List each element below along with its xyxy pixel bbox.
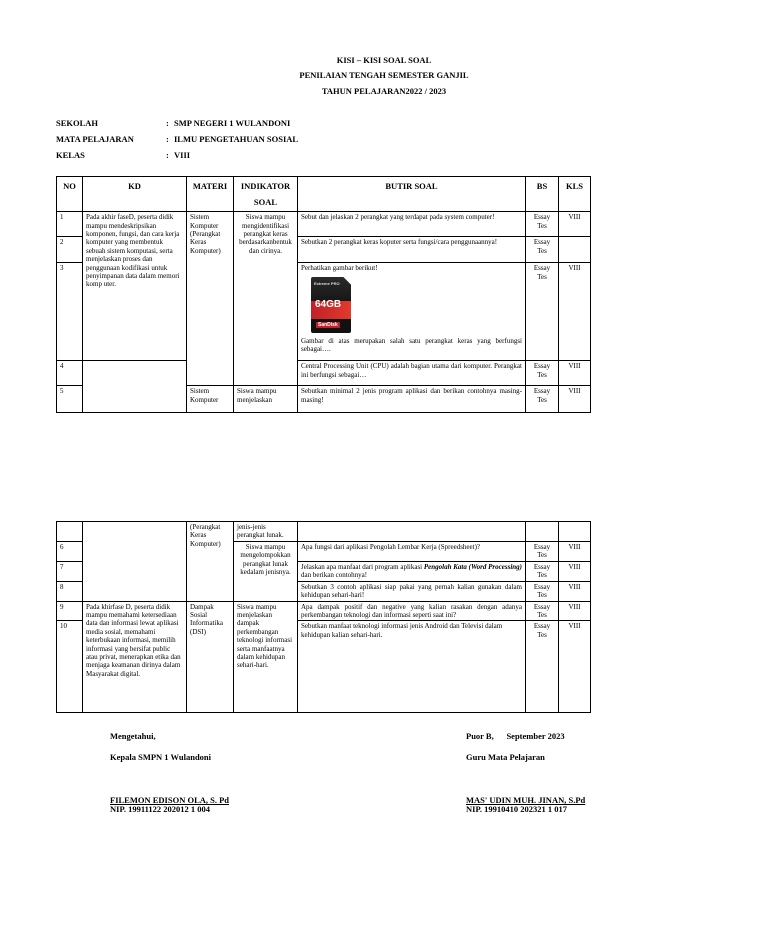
butir-soal: Central Processing Unit (CPU) adalah bagian utama dari komputer. Perangkat ini berfungsi sebagai… <box>298 361 526 386</box>
sig-right-role: Guru Mata Pelajaran <box>466 752 545 762</box>
row-no: 4 <box>57 361 83 386</box>
soal-instruction: Perhatikan gambar berikut! <box>301 264 378 273</box>
table-row <box>57 212 591 237</box>
kls-cell: VIII <box>559 601 591 621</box>
indikator-cell: jenis-jenis perangkat lunak. <box>234 522 298 542</box>
kls-cell: VIII <box>559 561 591 581</box>
row-no: 10 <box>57 621 83 713</box>
kls-cell: VIII <box>559 621 591 713</box>
indikator-cell: Siswa mampu menjelaskan <box>234 386 298 413</box>
sig-left-label: Mengetahui, <box>110 731 156 741</box>
col-kls-header: KLS <box>559 177 591 212</box>
kls-cell: VIII <box>559 386 591 413</box>
table-header-row <box>57 177 591 212</box>
materi-cell: Dampak Sosial Informatika (DSI) <box>187 601 234 713</box>
kisi-table-page-2 <box>56 521 591 713</box>
row-no-empty <box>57 522 83 542</box>
doc-title-line-3: TAHUN PELAJARAN2022 / 2023 <box>321 86 447 96</box>
sd-card-image <box>311 277 351 333</box>
sig-left-nip: NIP. 19911122 202012 1 004 <box>110 804 211 814</box>
materi-cell: Sistem Komputer <box>187 386 234 413</box>
butir-soal: Apa fungsi dari aplikasi Pengolah Lembar Kerja (Spreedsheet)? <box>298 541 526 561</box>
col-no-header: NO <box>57 177 83 212</box>
info-class: KELAS : VIII <box>56 150 191 160</box>
bs-cell: Essay Tes <box>526 386 559 413</box>
materi-cell: (Perangkat Keras Komputer) <box>187 522 234 602</box>
butir-soal: Sebutkan manfaat teknologi informasi jenis Android dan Televisi dalam kehidupan kalian sehari-hari. <box>298 621 526 713</box>
kd-cell: Pada akhir faseD, peserta didik mampu mendeskripsikan komponen, fungsi, dan cara kerja komputer yang membentuk sebuah sistem komputasi, serta menjelaskan proses dan penggunaan kodifikasi untuk penyimpanan data dalam memori komp uter. <box>83 212 187 361</box>
bs-cell: Essay Tes <box>526 263 559 361</box>
butir-soal: Apa dampak positif dan negative yang kalian rasakan dengan adanya perkembangan teknologi dan informasi seperti saat ini? <box>298 601 526 621</box>
butir-soal: Sebut dan jelaskan 2 perangkat yang terdapat pada system computer! <box>298 212 526 237</box>
row-no: 6 <box>57 541 83 561</box>
soal-text: Jelaskan apa manfaat dari program aplikasi <box>301 562 424 571</box>
sd-card-notch <box>343 277 351 285</box>
sig-right-name: MAS' UDIN MUH. JINAN, S.Pd <box>466 795 586 805</box>
butir-soal: Sebutkan 3 contoh aplikasi siap pakai yang pernah kalian gunakan dalam kehidupan sehari-hari! <box>298 581 526 601</box>
col-indikator-header: INDIKATOR SOAL <box>234 177 298 212</box>
sig-right-place-date: Puor B, September 2023 <box>466 731 565 741</box>
row-no: 1 <box>57 212 83 237</box>
kisi-table-page-1 <box>56 176 591 413</box>
indikator-cell: Siswa mampu mengidentifikasi perangkat keras berdasarkanbentuk dan cirinya. <box>234 212 298 386</box>
col-bs-header: BS <box>526 177 559 212</box>
table-row <box>57 601 591 621</box>
row-no: 5 <box>57 386 83 413</box>
row-no: 7 <box>57 561 83 581</box>
soal-question: Gambar di atas merupakan salah satu perangkat keras yang berfungsi sebagai…. <box>301 336 522 354</box>
sd-card-brand: SanDisk <box>318 321 338 328</box>
kls-cell: VIII <box>559 541 591 561</box>
row-no: 8 <box>57 581 83 601</box>
sig-left-name: FILEMON EDISON OLA, S. Pd <box>110 795 230 805</box>
doc-title-line-1: KISI – KISI SOAL SOAL <box>336 55 432 65</box>
kls-cell <box>559 237 591 263</box>
sd-card-label: Extreme PRO <box>314 280 340 286</box>
kls-cell: VIII <box>559 212 591 237</box>
bs-cell: Essay Tes <box>526 621 559 713</box>
col-materi-header: MATERI <box>187 177 234 212</box>
bs-cell: Essay Tes <box>526 601 559 621</box>
materi-cell: Sistem Komputer (Perangkat Keras Komputer) <box>187 212 234 386</box>
doc-title-line-2: PENILAIAN TENGAH SEMESTER GANJIL <box>299 70 469 80</box>
kd-cell: Pada khirfase D, peserta didik mampu memahami ketersediaan data dan informasi lewat aplikasi media sosial, memahami keterbukaan informasi, memilih informasi yang bersifat public atau privat, menerapkan etika dan menjaga keamanan dirinya dalam Masyarakat digital. <box>83 601 187 713</box>
sig-right-nip: NIP. 19910410 202321 1 017 <box>466 804 567 814</box>
kls-cell-empty <box>559 522 591 542</box>
bs-cell: Essay Tes <box>526 237 559 263</box>
kls-cell: VIII <box>559 581 591 601</box>
bs-cell: Essay Tes <box>526 212 559 237</box>
bs-cell-empty <box>526 522 559 542</box>
table-row <box>57 361 591 386</box>
butir-soal-empty <box>298 522 526 542</box>
indikator-cell: Siswa mampu mengelompokkan perangkat lunak kedalam jenisnya. <box>234 541 298 601</box>
row-no: 9 <box>57 601 83 621</box>
butir-soal: Sebutkan minimal 2 jenis program aplikasi dan berikan contohnya masing-masing! <box>298 386 526 413</box>
info-school: SEKOLAH : SMP NEGERI 1 WULANDONI <box>56 118 291 128</box>
row-no: 2 <box>57 237 83 263</box>
row-no: 3 <box>57 263 83 361</box>
soal-emphasis: Pengolah Kata (Word Processing) <box>423 562 522 571</box>
table-row <box>57 522 591 542</box>
bs-cell: Essay Tes <box>526 581 559 601</box>
info-subject: MATA PELAJARAN : ILMU PENGETAHUAN SOSIAL <box>56 134 299 144</box>
col-butir-header: BUTIR SOAL <box>298 177 526 212</box>
kd-cell-empty <box>83 522 187 602</box>
bs-cell: Essay Tes <box>526 561 559 581</box>
butir-soal: Sebutkan 2 perangkat keras koputer serta fungsi/cara penggunaannya! <box>298 237 526 263</box>
butir-soal <box>298 561 526 581</box>
soal-text: dan berikan contohnya! <box>301 571 368 580</box>
kls-cell: VIII <box>559 263 591 361</box>
indikator-cell: Siswa mampu menjelaskan dampak perkembangan teknologi informasi serta manfaatnya dalam kehidupan sehari-hari. <box>234 601 298 713</box>
kls-cell: VIII <box>559 361 591 386</box>
bs-cell: Essay Tes <box>526 541 559 561</box>
sig-left-role: Kepala SMPN 1 Wulandoni <box>110 752 212 762</box>
sd-card-capacity: 64GB <box>315 298 342 310</box>
kd-cell-empty <box>83 361 187 413</box>
butir-soal-with-image <box>298 263 526 361</box>
bs-cell: Essay Tes <box>526 361 559 386</box>
col-kd-header: KD <box>83 177 187 212</box>
